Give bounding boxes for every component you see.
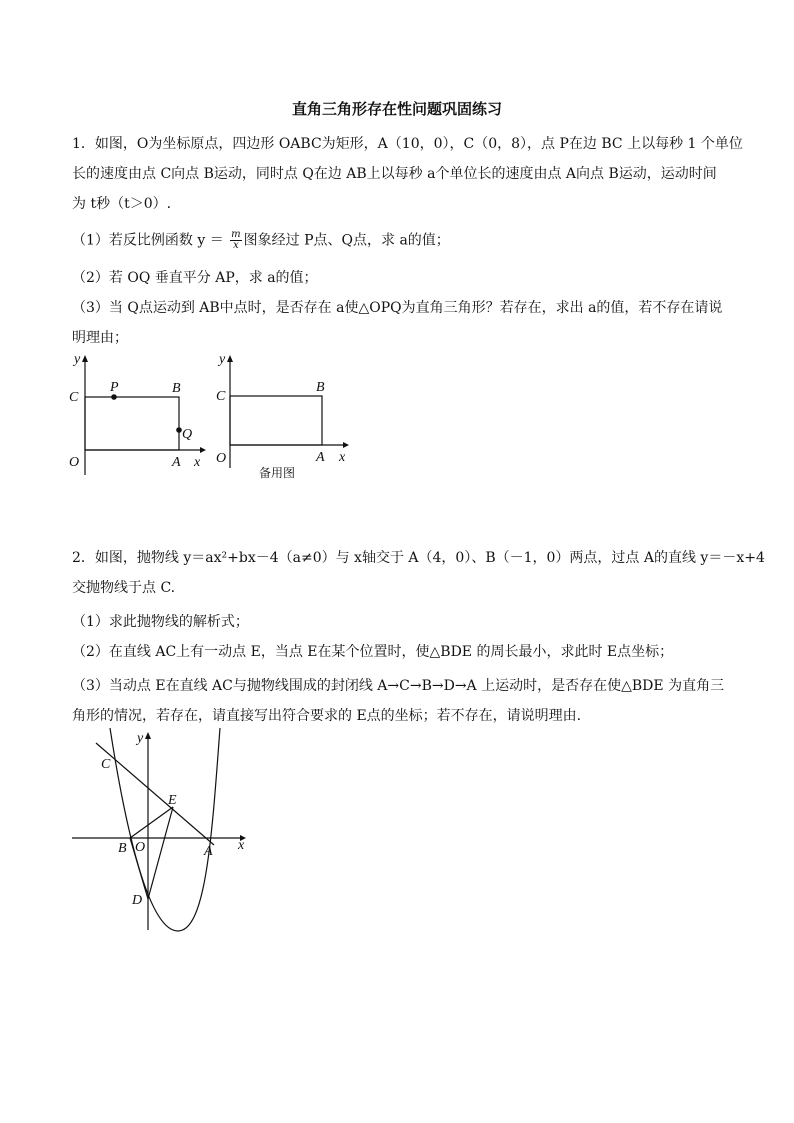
y-axis-arrow (82, 355, 88, 362)
parabola-curve (110, 728, 220, 931)
label-c: C (69, 390, 79, 405)
q1-part-1 (72, 230, 450, 251)
q1-part-3-line-1: （3）当 Q点运动到 AB中点时，是否存在 a使△OPQ为直角三角形？若存在，求出 a的值，若不存在请说 (72, 300, 723, 316)
y-axis-arrow (145, 732, 151, 739)
q1-part-3-line-2: 明理由； (72, 330, 128, 346)
fraction-m-over-x (230, 230, 241, 251)
spare-figure-caption: 备用图 (259, 466, 296, 480)
q1-figure-main (60, 350, 210, 485)
label-x: x (194, 455, 201, 470)
label-d: D (132, 893, 143, 908)
label-p: P (110, 380, 119, 395)
q1-line-2: 长的速度由点 C向点 B运动，同时点 Q在边 AB上以每秒 a个单位长的速度由点 A向点 B运动，运动时间 (72, 166, 717, 182)
q2-figure (60, 725, 260, 940)
q2-line-2: 交抛物线于点 C. (72, 580, 176, 596)
label-o: O (69, 455, 80, 470)
label-b: B (316, 380, 325, 395)
label-y: y (74, 352, 81, 367)
label-x: x (339, 450, 346, 465)
q2-part-2: （2）在直线 AC上有一动点 E，当点 E在某个位置时，使△BDE 的周长最小，求此时 E点坐标； (72, 644, 674, 660)
label-y: y (137, 731, 144, 746)
label-a: A (316, 450, 325, 465)
point-p (111, 394, 117, 400)
label-e: E (168, 793, 177, 808)
label-c: C (216, 389, 226, 404)
q1-part-2: （2）若 OQ 垂直平分 AP，求 a的值； (72, 270, 318, 286)
label-b: B (172, 381, 181, 396)
label-a: A (204, 844, 213, 859)
q2-part-1: （1）求此抛物线的解析式； (72, 614, 249, 630)
point-q (176, 427, 182, 433)
label-a: A (172, 455, 181, 470)
page-title: 直角三角形存在性问题巩固练习 (291, 100, 502, 118)
segment-be (130, 807, 173, 838)
fraction-denominator: x (233, 240, 239, 251)
q1-figure-spare (205, 350, 355, 485)
fraction-numerator: m (231, 229, 241, 240)
label-q: Q (182, 427, 193, 442)
rectangle-oabc (230, 396, 322, 445)
q2-part-3-line-2: 角形的情况，若存在，请直接写出符合要求的 E点的坐标；若不存在，请说明理由. (72, 708, 582, 724)
label-x: x (238, 838, 245, 853)
q2-part-3-line-1: （3）当动点 E在直线 AC与抛物线围成的封闭线 A→C→B→D→A 上运动时，是否存在使△BDE 为直角三 (72, 678, 725, 694)
label-b: B (118, 841, 127, 856)
x-axis-arrow (343, 442, 349, 448)
label-o: O (216, 451, 227, 466)
q1-line-3: 为 t秒（t＞0）. (72, 196, 172, 212)
q1-line-1: 1．如图，O为坐标原点，四边形 OABC为矩形，A（10，0），C（0，8），点 P在边 BC 上以每秒 1 个单位 (72, 136, 743, 152)
rectangle-oabc (85, 397, 179, 450)
label-o: O (135, 840, 146, 855)
q2-line-1: 2．如图，抛物线 y＝ax²+bx－4（a≠0）与 x轴交于 A（4，0）、B（－1，0）两点，过点 A的直线 y＝－x+4 (72, 550, 765, 566)
y-axis-arrow (227, 355, 233, 362)
line-ac (96, 743, 214, 845)
q1-part-1-post: 图象经过 P点、Q点，求 a的值； (243, 232, 450, 249)
label-y: y (219, 352, 226, 367)
segment-de (148, 807, 173, 899)
label-c: C (101, 757, 111, 772)
q1-part-1-pre: （1）若反比例函数 y ＝ (72, 232, 229, 249)
